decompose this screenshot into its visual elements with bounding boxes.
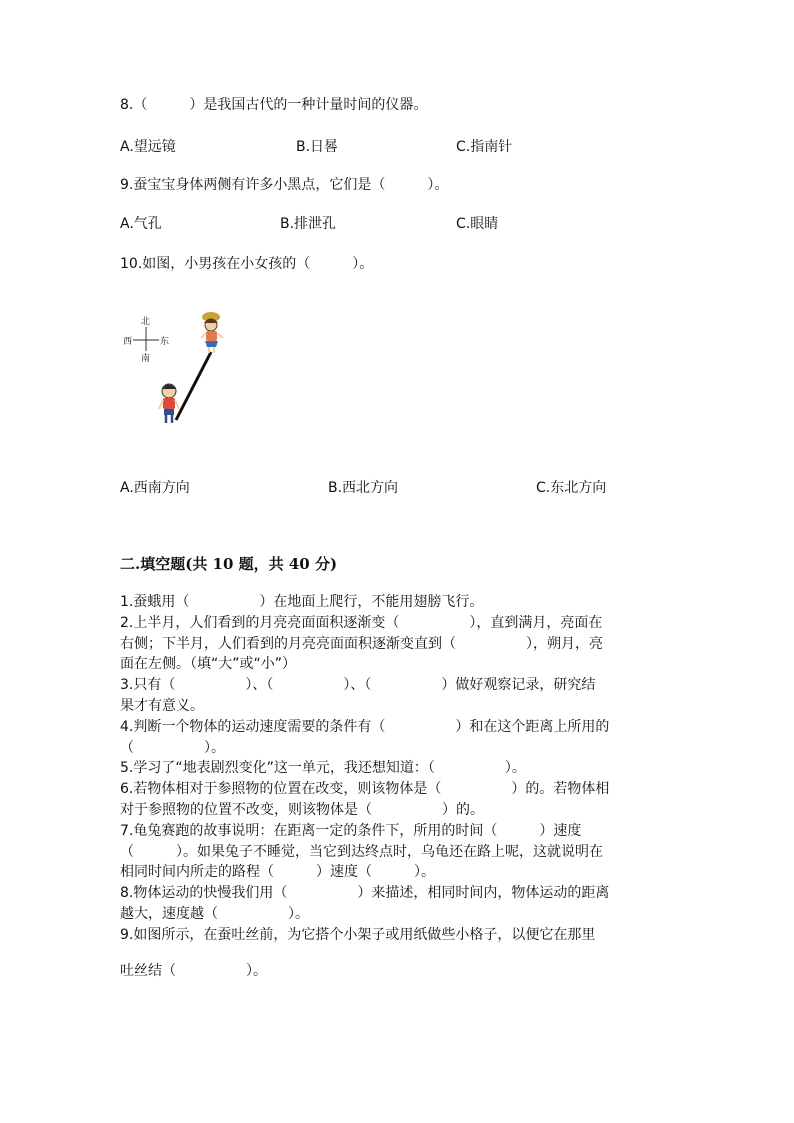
- fill-line: 对于参照物的位置不改变，则该物体是（ ）的。: [120, 802, 484, 818]
- fill-line-last: 吐丝结（ ）。: [120, 963, 267, 979]
- fill-line: 8.物体运动的快慢我们用（ ）来描述，相同时间内，物体运动的距离: [120, 885, 610, 902]
- girl-figure: [201, 312, 223, 353]
- fill-line: 7.龟兔赛跑的故事说明：在距离一定的条件下，所用的时间（ ）速度: [120, 822, 582, 839]
- fill-line: （ ）。如果兔子不睡觉，当它到达终点时，乌龟还在路上呢，这就说明在: [120, 843, 603, 860]
- compass-south: 南: [141, 354, 151, 364]
- fill-line: 5.学习了“地表剧烈变化”这一单元，我还想知道：（ ）。: [120, 760, 526, 777]
- direction-figure: [110, 305, 250, 435]
- fill-line: （ ）。: [120, 739, 225, 756]
- q9-option-a: A.气孔: [120, 216, 162, 232]
- question-8-text: 8.（ ）是我国古代的一种计量时间的仪器。: [120, 97, 428, 113]
- section-2-title: 二.填空题(共 10 题，共 40 分): [120, 555, 338, 573]
- q10-option-c: C.东北方向: [536, 480, 607, 496]
- compass-rose: [123, 315, 169, 364]
- compass-north: 北: [141, 317, 151, 327]
- compass-east: 东: [160, 337, 170, 347]
- compass-west: 西: [123, 337, 133, 347]
- question-10-text: 10.如图，小男孩在小女孩的（ ）。: [120, 256, 374, 272]
- path-line: [176, 352, 211, 420]
- fill-line: 3.只有（ ）、（ ）、（ ）做好观察记录，研究结: [120, 677, 596, 694]
- q9-option-b: B.排泄孔: [280, 216, 337, 232]
- q8-option-c: C.指南针: [456, 139, 513, 155]
- fill-line: 越大，速度越（ ）。: [120, 906, 309, 922]
- fill-line: 1.蚕蛾用（ ）在地面上爬行，不能用翅膀飞行。: [120, 594, 484, 610]
- q10-option-a: A.西南方向: [120, 480, 190, 496]
- fill-line: 2.上半月，人们看到的月亮亮面面积逐渐变（ ），直到满月，亮面在: [120, 614, 603, 631]
- fill-line: 果才有意义。: [120, 698, 204, 714]
- fill-line: 4.判断一个物体的运动速度需要的条件有（ ）和在这个距离上所用的: [120, 718, 610, 735]
- question-9-text: 9.蚕宝宝身体两侧有许多小黑点，它们是（ ）。: [120, 177, 449, 193]
- q8-option-a: A.望远镜: [120, 139, 176, 155]
- q9-option-c: C.眼睛: [456, 216, 499, 232]
- fill-line: 右侧；下半月，人们看到的月亮亮面面积逐渐变直到（ ），朔月，亮: [120, 635, 603, 652]
- q8-option-b: B.日晷: [296, 139, 339, 155]
- fill-line: 6.若物体相对于参照物的位置在改变，则该物体是（ ）的。若物体相: [120, 781, 610, 798]
- q10-option-b: B.西北方向: [328, 480, 399, 496]
- fill-line: 面在左侧。（填“大”或“小”）: [120, 656, 297, 673]
- fill-line: 相同时间内所走的路程（ ）速度（ ）。: [120, 864, 435, 881]
- fill-line: 9.如图所示，在蚕吐丝前，为它搭个小架子或用纸做些小格子，以便它在那里: [120, 926, 596, 943]
